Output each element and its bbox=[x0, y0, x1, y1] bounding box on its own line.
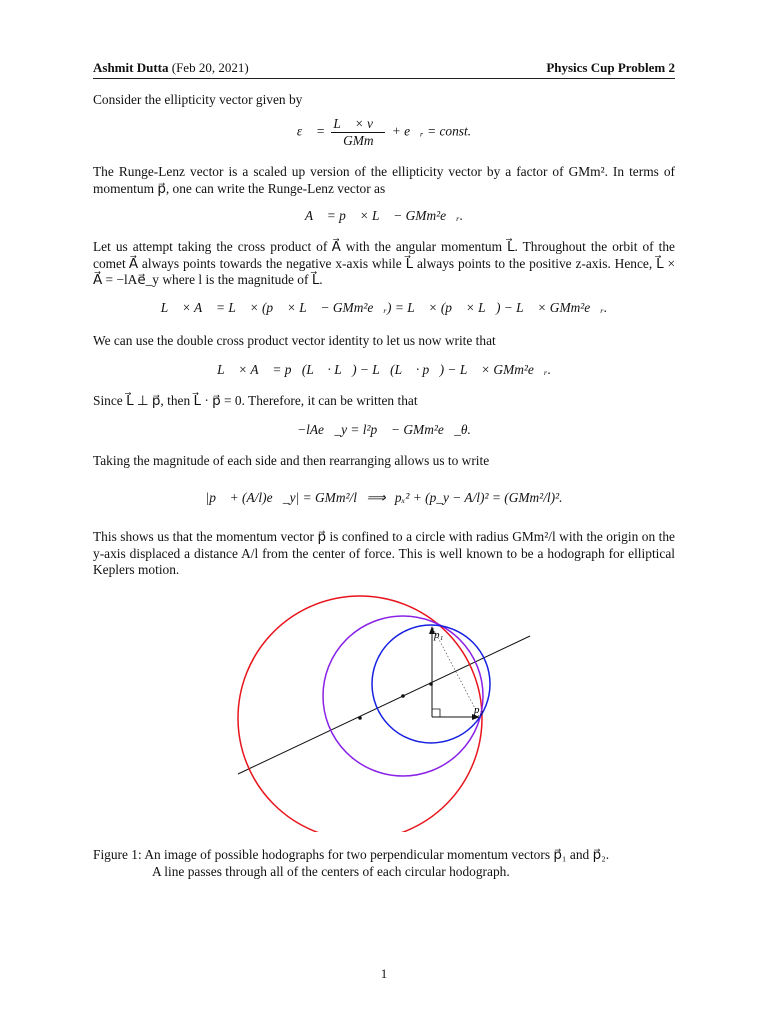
equation-runge-lenz: A⃗ = p⃗ × L⃗ − GMm²e⃗ᵣ. bbox=[304, 208, 464, 223]
right-angle-marker bbox=[432, 709, 440, 717]
paragraph-6: Taking the magnitude of each side and then rearranging allows us to write bbox=[93, 453, 490, 468]
center-dot-purple bbox=[401, 694, 405, 698]
eq6-left: |p⃗ + (A/l)e⃗_y| = GMm²/l bbox=[205, 490, 357, 505]
label-p2: p₂ bbox=[474, 704, 484, 716]
caption-line-2: A line passes through all of the centers of each circular hodograph. bbox=[152, 863, 510, 879]
eq1-fraction bbox=[331, 116, 385, 149]
equation-hodograph bbox=[93, 490, 675, 506]
center-dot-red bbox=[358, 716, 362, 720]
paragraph-1: Consider the ellipticity vector given by bbox=[93, 92, 303, 107]
eq1-denominator: GMm bbox=[343, 133, 374, 148]
paragraph-3: Let us attempt taking the cross product of A⃗ with the angular momentum L⃗. Throughout the orbit of the comet A⃗ always points towards the negative x-axis while L⃗ always points to the positive z-axis. Hence, L⃗ × A⃗ = −lAe⃗_y where l is the magnitude of L⃗. bbox=[93, 239, 675, 287]
author-name: Ashmit Dutta bbox=[93, 60, 169, 75]
paragraph-7: This shows us that the momentum vector p⃗ is confined to a circle with radius GMm²/l with the origin on the y-axis displaced a distance A/l from the center of force. This is well known to be a hodograph for elliptical Keplers motion. bbox=[93, 529, 675, 577]
figure-caption bbox=[93, 847, 693, 880]
label-p1: p₁ bbox=[434, 629, 444, 641]
paragraph-2: The Runge-Lenz vector is a scaled up version of the ellipticity vector by a factor of GMm². In terms of momentum p⃗, one can write the Runge-Lenz vector as bbox=[93, 164, 675, 196]
header-author bbox=[93, 60, 249, 76]
paragraph-5: Since L⃗ ⊥ p⃗, then L⃗ · p⃗ = 0. Therefore, it can be written that bbox=[93, 393, 418, 408]
eq6-arrow: ⟹ bbox=[366, 490, 386, 505]
equation-ellipticity bbox=[93, 116, 675, 149]
eq6-right: pₓ² + (p_y − A/l)² = (GMm²/l)². bbox=[394, 490, 563, 505]
header-date: (Feb 20, 2021) bbox=[171, 60, 249, 75]
equation-cross-product: L⃗ × A⃗ = L⃗ × (p⃗ × L⃗ − GMm²e⃗ᵣ) = L⃗ × (p⃗ × L⃗) − L⃗ × GMm²e⃗ᵣ. bbox=[160, 300, 608, 315]
page-number: 1 bbox=[380, 966, 388, 981]
eq1-lhs: ε⃗ = bbox=[296, 123, 325, 139]
caption-line-1: Figure 1: An image of possible hodographs for two perpendicular momentum vectors p⃗₁ and p⃗₂. bbox=[93, 847, 610, 862]
eq1-numerator: L⃗ × v⃗ bbox=[333, 116, 384, 131]
header-rule bbox=[93, 78, 675, 79]
eq1-rhs: + e⃗ᵣ = const. bbox=[391, 123, 472, 139]
hodograph-figure bbox=[230, 592, 540, 832]
equation-double-cross: L⃗ × A⃗ = p⃗(L⃗ · L⃗) − L⃗(L⃗ · p⃗) − L⃗ × GMm²e⃗ᵣ. bbox=[217, 362, 551, 377]
hodograph-red-circle bbox=[238, 596, 482, 832]
header-title: Physics Cup Problem 2 bbox=[546, 60, 675, 75]
paragraph-4: We can use the double cross product vector identity to let us now write that bbox=[93, 333, 496, 348]
equation-momentum: −lAe⃗_y = l²p⃗ − GMm²e⃗_θ. bbox=[297, 422, 471, 437]
